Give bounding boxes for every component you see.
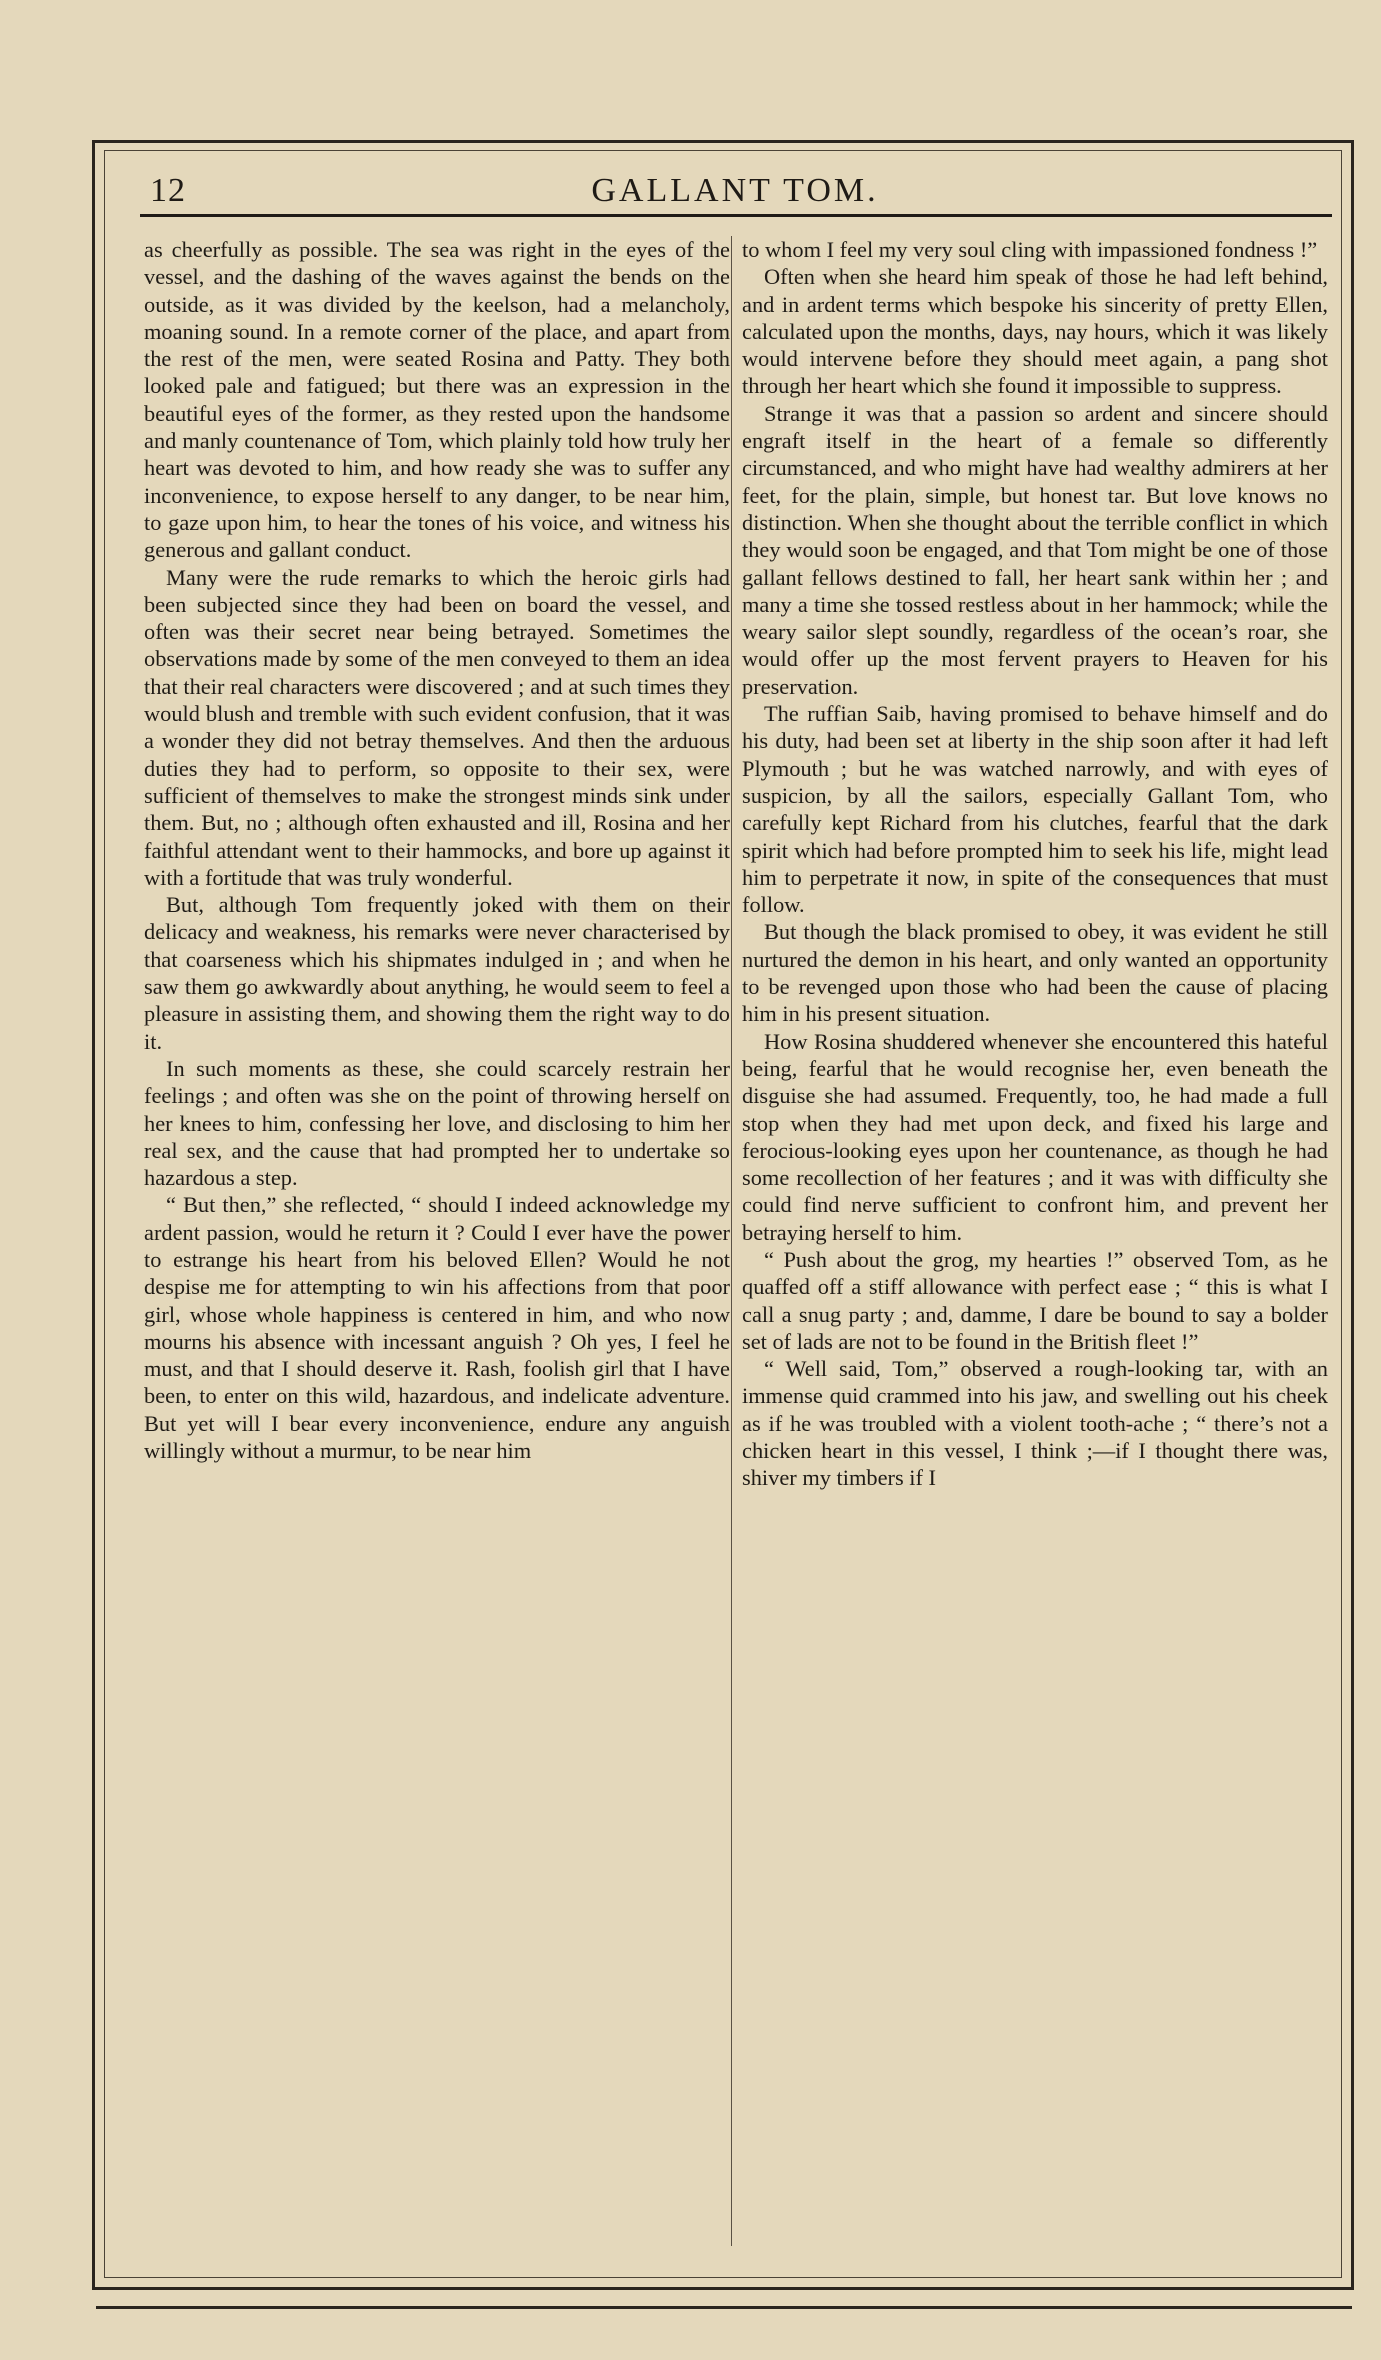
paragraph: “ But then,” she reflected, “ should I indeed acknowledge my ardent passion, would he return it ? Could I ever have the power to estrange his heart from his beloved Ellen? Would he not despise me for attempting to win his affections from that poor girl, whose whole happiness is centered in him, and who now mourns his absence with incessant anguish ? Oh yes, I feel he must, and that I should deserve it. Rash, foolish girl that I have been, to enter on this wild, hazardous, and indelicate adventure. But yet will I bear every inconvenience, endure any anguish willingly without a murmur, to be near him	[144, 1192, 730, 1464]
running-title: GALLANT TOM.	[591, 172, 879, 209]
paragraph: “ Well said, Tom,” observed a rough-looking tar, with an immense quid crammed into his jaw, and swelling out his cheek as if he was troubled with a violent tooth-ache ; “ there’s not a chicken heart in this vessel, I think ;—if I thought there was, shiver my timbers if I	[742, 1356, 1328, 1491]
paragraph: In such moments as these, she could scarcely restrain her feelings ; and often was she on the point of throwing herself on her knees to him, confessing her love, and disclosing to him her real sex, and the cause that had prompted her to undertake so hazardous a step.	[144, 1055, 730, 1191]
bottom-rule	[96, 2306, 1352, 2309]
page-header	[140, 168, 1330, 220]
paragraph: How Rosina shuddered whenever she encountered this hateful being, fearful that he would recognise her, even beneath the disguise she had assumed. Frequently, too, he had made a full stop when they had met upon deck, and fixed his large and ferocious-looking eyes upon her countenance, as though he had some recollection of her features ; and it was with difficulty she could find nerve sufficient to confront him, and prevent her betraying herself to him.	[742, 1028, 1328, 1245]
paragraph: The ruffian Saib, having promised to behave himself and do his duty, had been set at liberty in the ship soon after it had left Plymouth ; but he was watched narrowly, and with eyes of suspicion, by all the sailors, especially Gallant Tom, who carefully kept Richard from his clutches, fearful that the dark spirit which had before prompted him to seek his life, might lead him to perpetrate it now, in spite of the consequences that must follow.	[742, 701, 1328, 918]
column-divider	[731, 236, 732, 2246]
page-number: 12	[150, 172, 186, 209]
paragraph: Strange it was that a passion so ardent and sincere should engraft itself in the heart of a female so differently circumstanced, and who might have had wealthy admirers at her feet, for the plain, simple, but honest tar. But love knows no distinction. When she thought about the terrible conflict in which they would soon be engaged, and that Tom might be one of those gallant fellows destined to fall, her heart sank within her ; and many a time she tossed restless about in her hammock; while the weary sailor slept soundly, regardless of the ocean’s roar, she would offer up the most fervent prayers to Heaven for his preservation.	[742, 400, 1328, 699]
paragraph: But, although Tom frequently joked with them on their delicacy and weakness, his remarks were never characterised by that coarseness which his shipmates indulged in ; and when he saw them go awkwardly about anything, he would seem to feel a pleasure in assisting them, and showing them the right way to do it.	[144, 892, 730, 1054]
paragraph: “ Push about the grog, my hearties !” observed Tom, as he quaffed off a stiff allowance with perfect ease ; “ this is what I call a snug party ; and, damme, I dare be bound to say a bolder set of lads are not to be found in the British fleet !”	[742, 1246, 1328, 1354]
paragraph: Often when she heard him speak of those he had left behind, and in ardent terms which bespoke his sincerity of pretty Ellen, calculated upon the months, days, nay hours, which it was likely would intervene before they should meet again, a pang shot through her heart which she found it impossible to suppress.	[742, 264, 1328, 399]
header-rule	[140, 214, 1332, 217]
left-column	[144, 236, 730, 2246]
paragraph: to whom I feel my very soul cling with impassioned fondness !”	[742, 237, 1318, 262]
paragraph: as cheerfully as possible. The sea was right in the eyes of the vessel, and the dashing of the waves against the bends on the outside, as it was divided by the keelson, had a melancholy, moaning sound. In a remote corner of the place, and apart from the rest of the men, were seated Rosina and Patty. They both looked pale and fatigued; but there was an expression in the beautiful eyes of the former, as they rested upon the handsome and manly countenance of Tom, which plainly told how truly her heart was devoted to him, and how ready she was to suffer any inconvenience, to expose herself to any danger, to be near him, to gaze upon him, to hear the tones of his voice, and witness his generous and gallant conduct.	[144, 237, 730, 563]
paragraph: But though the black promised to obey, it was evident he still nurtured the demon in his heart, and only wanted an opportunity to be revenged upon those who had been the cause of placing him in his present situation.	[742, 919, 1328, 1027]
right-column	[742, 236, 1328, 2246]
paragraph: Many were the rude remarks to which the heroic girls had been subjected since they had been on board the vessel, and often was their secret near being betrayed. Sometimes the observations made by some of the men conveyed to them an idea that their real characters were discovered ; and at such times they would blush and tremble with such evident confusion, that it was a wonder they did not betray themselves. And then the arduous duties they had to perform, so opposite to their sex, were sufficient of themselves to make the strongest minds sink under them. But, no ; although often exhausted and ill, Rosina and her faithful attendant went to their hammocks, and bore up against it with a fortitude that was truly wonderful.	[144, 564, 730, 890]
